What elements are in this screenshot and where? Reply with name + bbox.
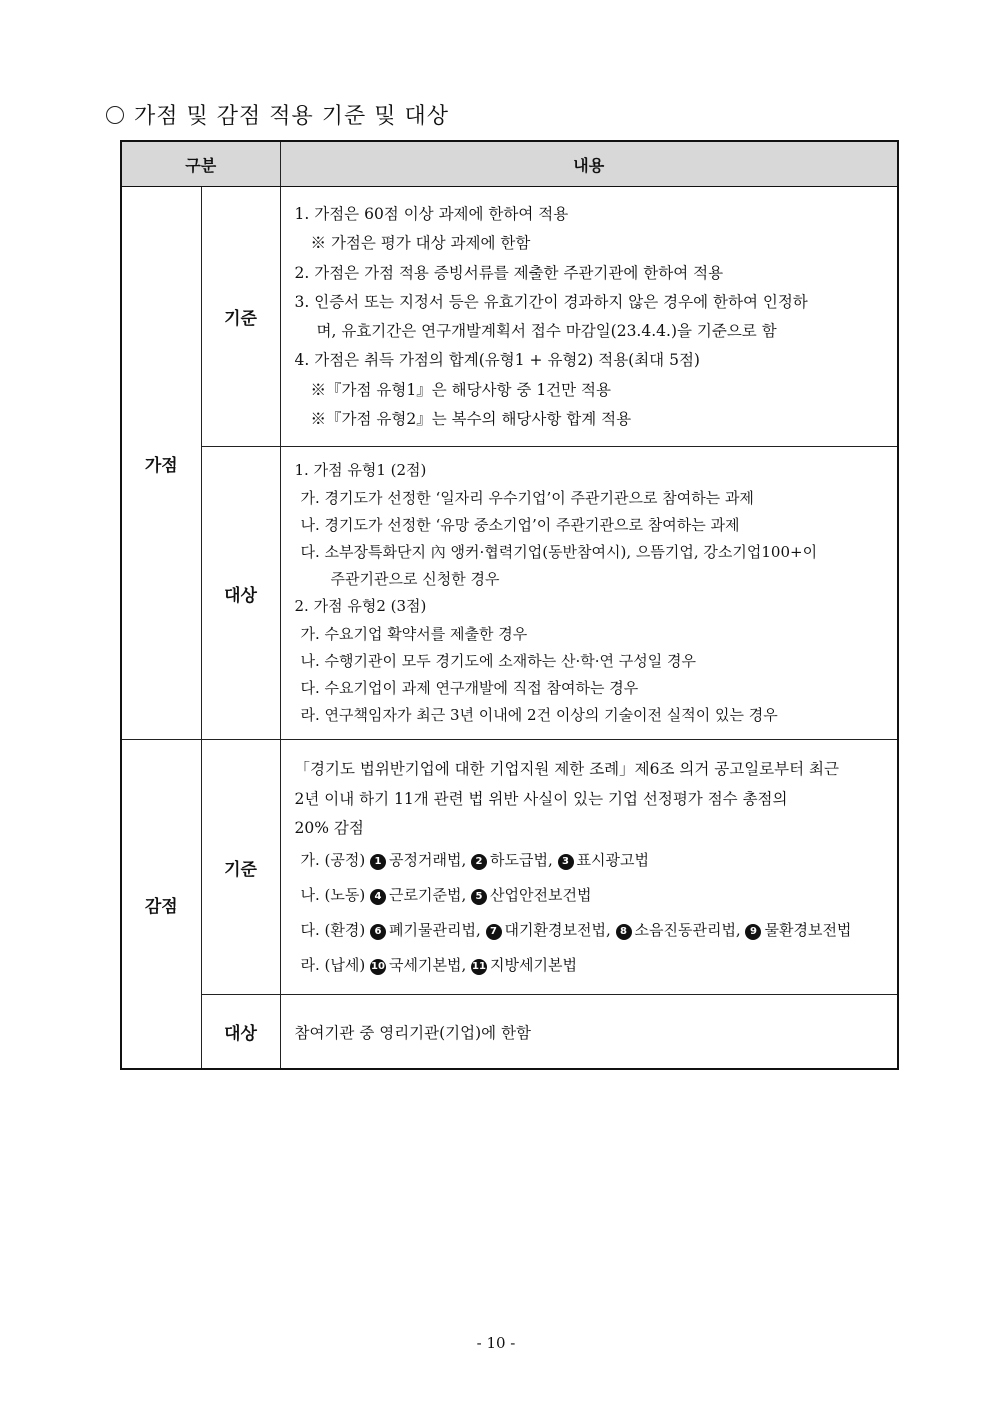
number-3-icon: 3 [558,854,574,870]
law-group-prefix: 나. (노동) [300,886,366,905]
penalty-law-line-fair-trade [295,843,884,878]
bonus-criteria-line: ※ 가점은 평가 대상 과제에 한함 [310,234,531,253]
number-2-icon: 2 [471,854,487,870]
header-category: 구분 [121,141,280,187]
number-4-icon: 4 [370,889,386,905]
law-name: 국세기본법, [389,955,467,974]
law-group-prefix: 라. (납세) [300,955,366,974]
bonus-target-content [280,447,898,740]
number-9-icon: 9 [745,924,761,940]
number-5-icon: 5 [471,889,487,905]
penalty-intro-line: 「경기도 법위반기업에 대한 기업지원 제한 조례」제6조 의거 공고일로부터 최근 [294,760,839,779]
header-content: 내용 [280,141,898,187]
bonus-target-line: 다. 수요기업이 과제 연구개발에 직접 참여하는 경우 [300,678,639,697]
penalty-criteria-row [121,740,898,995]
bonus-criteria-line: 1. 가점은 60점 이상 과제에 한하여 적용 [294,205,569,223]
bonus-criteria-content [280,187,898,447]
number-8-icon: 8 [616,924,632,940]
bonus-criteria-line: ※『가점 유형1』은 해당사항 중 1건만 적용 [310,380,611,399]
circle-bullet-icon [106,106,124,124]
bonus-criteria-line: 3. 인증서 또는 지정서 등은 유효기간이 경과하지 않은 경우에 한하여 인정하 [294,292,808,311]
bonus-criteria-label: 기준 [201,187,280,447]
bonus-target-row [121,447,898,740]
penalty-target-row [121,995,898,1070]
penalty-law-line-environment [295,913,884,948]
bonus-criteria-row [121,187,898,447]
law-name: 근로기준법, [389,886,467,905]
bonus-target-line: 다. 소부장특화단지 內 앵커·협력기업(동반참여시), 으뜸기업, 강소기업100+이 [300,542,818,561]
bonus-category-label: 가점 [121,187,201,740]
number-7-icon: 7 [486,924,502,940]
bonus-criteria-line: 2. 가점은 가점 적용 증빙서류를 제출한 주관기관에 한하여 적용 [294,263,724,282]
law-name: 산업안전보건법 [490,886,592,905]
law-name: 표시광고법 [576,851,649,870]
number-1-icon: 1 [370,854,386,870]
section-heading-text: 가점 및 감점 적용 기준 및 대상 [134,104,449,129]
penalty-intro-line: 20% 감점 [294,818,364,837]
bonus-target-line: 나. 수행기관이 모두 경기도에 소재하는 산·학·연 구성일 경우 [300,651,696,670]
bonus-criteria-line: ※『가점 유형2』는 복수의 해당사항 합계 적용 [310,410,632,429]
law-name: 폐기물관리법, [389,920,481,939]
law-name: 대기환경보전법, [504,920,611,939]
penalty-target-label: 대상 [201,995,280,1070]
bonus-criteria-line: 며, 유효기간은 연구개발계획서 접수 마감일(23.4.4.)을 기준으로 함 [316,322,777,341]
law-name: 하도급법, [490,851,553,870]
bonus-target-line: 나. 경기도가 선정한 ‘유망 중소기업’이 주관기관으로 참여하는 과제 [300,515,740,534]
law-name: 물환경보전법 [764,920,852,939]
penalty-intro-line: 2년 이내 하기 11개 관련 법 위반 사실이 있는 기업 선정평가 점수 총점의 [294,789,788,808]
page-number: - 10 - [476,1334,516,1352]
bonus-penalty-table [120,140,899,1070]
law-name: 지방세기본법 [490,955,577,974]
penalty-criteria-content [280,740,898,995]
bonus-target-line: 라. 연구책임자가 최근 3년 이내에 2건 이상의 기술이전 실적이 있는 경우 [300,706,778,725]
section-heading [106,99,449,130]
table-header-row [121,141,898,187]
bonus-target-line: 2. 가점 유형2 (3점) [294,597,427,616]
law-name: 공정거래법, [389,851,467,870]
bonus-target-line: 주관기관으로 신청한 경우 [330,570,500,589]
bonus-criteria-line: 4. 가점은 취득 가점의 합계(유형1 + 유형2) 적용(최대 5점) [294,351,700,370]
law-group-prefix: 다. (환경) [300,920,366,939]
number-10-icon: 10 [370,959,386,975]
penalty-criteria-label: 기준 [201,740,280,995]
bonus-target-label: 대상 [201,447,280,740]
penalty-law-line-tax [295,948,884,983]
bonus-target-line: 가. 경기도가 선정한 ‘일자리 우수기업’이 주관기관으로 참여하는 과제 [300,488,754,507]
number-6-icon: 6 [370,924,386,940]
bonus-target-line: 1. 가점 유형1 (2점) [294,461,427,480]
bonus-target-line: 가. 수요기업 확약서를 제출한 경우 [300,624,528,643]
penalty-law-line-labor [295,878,884,913]
law-name: 소음진동관리법, [634,920,741,939]
law-group-prefix: 가. (공정) [300,851,366,870]
penalty-target-content: 참여기관 중 영리기관(기업)에 한함 [280,995,898,1070]
number-11-icon: 11 [471,959,487,975]
penalty-category-label: 감점 [121,740,201,1070]
